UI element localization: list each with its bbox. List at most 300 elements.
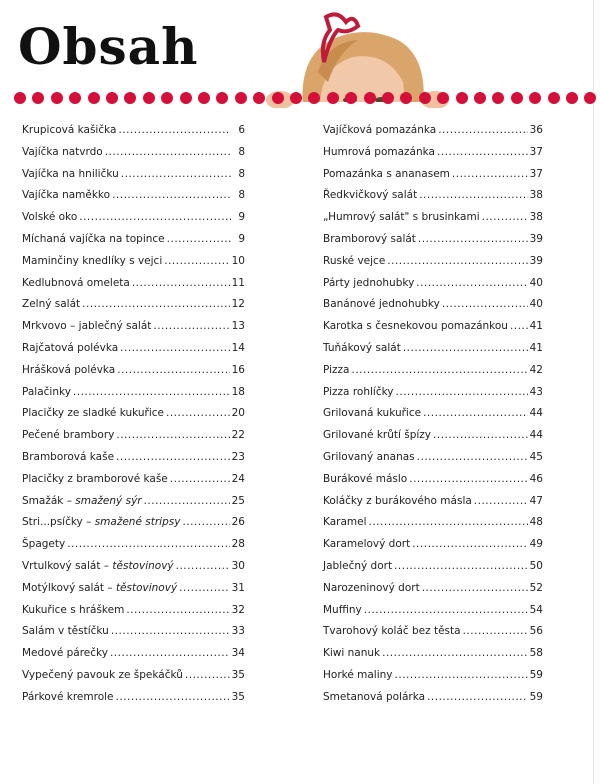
dot-leader	[73, 386, 230, 398]
toc-entry-title-text: Maminčiny knedlíky s vejci	[22, 254, 163, 267]
toc-entry-title	[323, 364, 349, 376]
toc-entry[interactable]	[22, 211, 245, 233]
toc-entry-page-number: 56	[529, 625, 543, 638]
dot-leader	[442, 298, 528, 310]
toc-entry-title	[323, 691, 425, 703]
dot-leader	[418, 233, 528, 245]
toc-entry-page-number: 48	[529, 516, 543, 529]
dot-leader	[394, 560, 528, 572]
dot-leader	[474, 495, 528, 507]
toc-entry[interactable]	[22, 647, 245, 669]
dot-leader	[433, 429, 528, 441]
dot-leader	[452, 168, 528, 180]
dot-leader	[403, 342, 528, 354]
dot-leader	[111, 625, 230, 637]
toc-entry[interactable]	[323, 473, 543, 495]
toc-entry-page-number: 39	[529, 232, 543, 245]
toc-entry[interactable]	[323, 691, 543, 713]
divider-dot	[492, 92, 504, 104]
toc-entry-title-text: Rajčatová polévka	[22, 341, 119, 354]
dot-leader	[110, 647, 230, 659]
toc-entry-title	[323, 495, 472, 507]
divider-dot	[345, 92, 357, 104]
toc-entry-page-number: 14	[231, 341, 245, 354]
toc-entry-title	[22, 451, 114, 463]
toc-entry-page-number: 16	[231, 363, 245, 376]
divider-dot	[180, 92, 192, 104]
toc-entry-page-number: 9	[238, 211, 245, 224]
toc-entry-subtitle: těstovinový	[115, 581, 178, 594]
toc-entry-title	[22, 560, 174, 572]
toc-entry-title-text: Volské oko	[22, 211, 78, 224]
toc-entry-page-number: 31	[231, 581, 245, 594]
dot-leader	[118, 124, 231, 136]
toc-entry-title-text: Smažák –	[22, 494, 76, 507]
page-title: Obsah	[18, 17, 199, 76]
toc-entry-page-number: 32	[231, 603, 245, 616]
toc-entry[interactable]	[323, 495, 543, 517]
toc-entry-page-number: 39	[529, 254, 543, 267]
toc-entry-title	[323, 560, 392, 572]
toc-entry-title-text: Kiwi nanuk	[323, 647, 381, 660]
toc-entry-title-text: Vajíčka naměkko	[22, 189, 111, 202]
divider-dot	[32, 92, 44, 104]
toc-entry[interactable]	[323, 211, 543, 233]
divider-dot	[14, 92, 26, 104]
dot-leader	[153, 320, 229, 332]
toc-entry-page-number: 58	[529, 647, 543, 660]
toc-entry[interactable]	[22, 320, 245, 342]
toc-entry-page-number: 35	[231, 690, 245, 703]
toc-entry-title	[323, 168, 450, 180]
toc-entry-title-text: Smetanová polárka	[323, 690, 426, 703]
dot-leader	[79, 211, 231, 223]
toc-entry[interactable]	[22, 168, 245, 190]
divider-dot	[216, 92, 228, 104]
toc-entry-page-number: 44	[529, 407, 543, 420]
toc-entry-title-text: Medové párečky	[22, 647, 108, 660]
toc-entry[interactable]	[22, 124, 245, 146]
toc-entry-title-text: Placičky z bramborové kaše	[22, 472, 168, 485]
dotted-divider	[14, 92, 598, 106]
toc-entry-page-number: 42	[529, 363, 543, 376]
toc-entry[interactable]	[22, 604, 245, 626]
toc-entry[interactable]	[323, 538, 543, 560]
toc-entry-title-text: Grilované krůtí špízy	[323, 429, 432, 442]
toc-entry-title	[22, 146, 103, 158]
toc-entry[interactable]	[323, 407, 543, 429]
toc-entry[interactable]	[323, 451, 543, 473]
toc-entry-title	[323, 473, 407, 485]
dot-leader	[144, 495, 230, 507]
dot-leader	[382, 647, 528, 659]
toc-entry-page-number: 12	[231, 298, 245, 311]
toc-entry[interactable]	[22, 560, 245, 582]
divider-dot	[437, 92, 449, 104]
divider-dot	[106, 92, 118, 104]
dot-leader	[419, 189, 527, 201]
toc-entry-title-text: Pečené brambory	[22, 429, 115, 442]
toc-entry-title	[22, 124, 116, 136]
toc-entry-page-number: 41	[529, 341, 543, 354]
dot-leader	[416, 277, 527, 289]
toc-entry-title-text: Párty jednohubky	[323, 276, 415, 289]
toc-entry-page-number: 24	[231, 472, 245, 485]
toc-entry-title-text: Burákové máslo	[323, 472, 408, 485]
toc-entry-title	[22, 429, 114, 441]
dot-leader	[396, 386, 528, 398]
toc-entry-title-text: Stri...psíčky –	[22, 516, 95, 529]
divider-dot	[308, 92, 320, 104]
toc-entry-title-text: Kukuřice s hráškem	[22, 603, 125, 616]
dot-leader	[387, 255, 527, 267]
toc-entry-page-number: 9	[238, 232, 245, 245]
toc-entry[interactable]	[323, 320, 543, 342]
dot-leader	[437, 146, 528, 158]
toc-entry[interactable]	[22, 625, 245, 647]
toc-entry-subtitle: těstovinový	[112, 559, 174, 572]
dot-leader	[423, 407, 528, 419]
toc-entry-page-number: 43	[529, 385, 543, 398]
toc-entry-title	[22, 495, 142, 507]
toc-entry-page-number: 34	[231, 647, 245, 660]
toc-entry-title	[323, 538, 410, 550]
toc-entry-title-text: Karotka s česnekovou pomazánkou	[323, 320, 508, 333]
toc-entry-title-text: Karamelový dort	[323, 538, 411, 551]
toc-entry-title	[323, 516, 367, 528]
toc-entry[interactable]	[22, 582, 245, 604]
toc-entry-title-text: Muffiny	[323, 603, 362, 616]
toc-entry-title	[323, 669, 393, 681]
divider-dot	[364, 92, 376, 104]
divider-dot	[124, 92, 136, 104]
toc-entry-page-number: 30	[231, 559, 245, 572]
dot-leader	[116, 691, 230, 703]
toc-entry[interactable]	[323, 255, 543, 277]
divider-dot	[548, 92, 560, 104]
toc-entry-title-text: Párkové kremrole	[22, 690, 114, 703]
toc-entry-page-number: 40	[529, 298, 543, 311]
toc-entry[interactable]	[323, 625, 543, 647]
toc-entry-title-text: Jablečný dort	[323, 559, 393, 572]
toc-entry-page-number: 8	[238, 145, 245, 158]
toc-entry-page-number: 44	[529, 429, 543, 442]
toc-entry-title-text: Krupicová kašička	[22, 124, 117, 136]
toc-entry[interactable]	[323, 146, 543, 168]
toc-entry[interactable]	[22, 342, 245, 364]
dot-leader	[167, 233, 231, 245]
dot-leader	[116, 429, 229, 441]
toc-entry-page-number: 8	[238, 167, 245, 180]
dot-leader	[510, 320, 528, 332]
dot-leader	[176, 560, 230, 572]
divider-dot	[419, 92, 431, 104]
toc-entry-page-number: 13	[231, 320, 245, 333]
toc-entry[interactable]	[22, 669, 245, 691]
toc-entry-page-number: 52	[529, 581, 543, 594]
toc-entry-title-text: Pomazánka s ananasem	[323, 167, 450, 180]
toc-entry-title	[22, 407, 164, 419]
toc-entry[interactable]	[22, 495, 245, 517]
dot-leader	[412, 538, 527, 550]
toc-entry-title	[22, 255, 162, 267]
dot-leader	[417, 451, 528, 463]
toc-entry-title-text: Grilovaný ananas	[323, 450, 415, 463]
toc-entry-title	[22, 473, 168, 485]
toc-entry-title	[323, 342, 401, 354]
dot-leader	[166, 407, 230, 419]
toc-entry-title	[22, 298, 80, 310]
divider-dot	[382, 92, 394, 104]
toc-entry-page-number: 47	[529, 494, 543, 507]
dot-leader	[438, 124, 527, 136]
toc-entry-title-text: Humrová pomazánka	[323, 145, 435, 158]
toc-entry-title	[22, 604, 124, 616]
toc-entry-page-number: 38	[529, 211, 543, 224]
divider-dot	[235, 92, 247, 104]
toc-entry[interactable]	[323, 298, 543, 320]
divider-dot	[327, 92, 339, 104]
toc-entry[interactable]	[323, 168, 543, 190]
toc-entry-title	[22, 538, 65, 550]
toc-entry-title	[323, 233, 416, 245]
toc-entry[interactable]	[22, 364, 245, 386]
toc-entry[interactable]	[22, 277, 245, 299]
toc-entry-title	[22, 582, 177, 594]
toc-entry-title-text: Placičky ze sladké kukuřice	[22, 407, 164, 420]
toc-entry-title	[323, 625, 461, 637]
toc-entry-title-text: Vajíčková pomazánka	[323, 124, 437, 136]
toc-entry-title	[22, 691, 114, 703]
toc-entry-page-number: 59	[529, 690, 543, 703]
toc-entry-title	[22, 386, 71, 398]
toc-entry-title	[323, 429, 431, 441]
toc-entry-page-number: 25	[231, 494, 245, 507]
toc-entry-title-text: Mrkvovo – jablečný salát	[22, 320, 152, 333]
toc-entry-title	[22, 320, 151, 332]
toc-entry[interactable]	[22, 473, 245, 495]
dot-leader	[117, 364, 229, 376]
dot-leader	[185, 669, 230, 681]
divider-dot	[161, 92, 173, 104]
toc-entry[interactable]	[22, 407, 245, 429]
toc-entry-page-number: 6	[238, 124, 245, 136]
toc-entry[interactable]	[22, 233, 245, 255]
dot-leader	[351, 364, 527, 376]
toc-entry[interactable]	[323, 516, 543, 538]
dot-leader	[364, 604, 528, 616]
dot-leader	[164, 255, 229, 267]
toc-entry-title-text: Palačinky	[22, 385, 71, 398]
toc-entry[interactable]	[22, 451, 245, 473]
toc-entry[interactable]	[323, 669, 543, 691]
toc-entry-title-text: Bramborový salát	[323, 232, 416, 245]
toc-entry[interactable]	[323, 233, 543, 255]
toc-entry-title	[323, 604, 362, 616]
toc-entry[interactable]	[323, 364, 543, 386]
toc-entry-title-text: Tvarohový koláč bez těsta	[323, 625, 461, 638]
toc-column-left	[22, 124, 245, 713]
toc-entry-page-number: 40	[529, 276, 543, 289]
toc-entry[interactable]	[22, 189, 245, 211]
dot-leader	[427, 691, 528, 703]
toc-entry-title	[22, 189, 110, 201]
toc-entry-title-text: Grilovaná kukuřice	[323, 407, 422, 420]
toc-entry-title-text: Ředkvičkový salát	[323, 189, 418, 202]
dot-leader	[112, 189, 231, 201]
toc-entry-title-text: Ruské vejce	[323, 254, 386, 267]
toc-entry[interactable]	[323, 386, 543, 408]
toc-entry-page-number: 18	[231, 385, 245, 398]
toc-entry-title	[22, 342, 118, 354]
toc-entry-title-text: Vrtulkový salát –	[22, 559, 113, 572]
dot-leader	[121, 168, 231, 180]
toc-entry-title-text: Míchaná vajíčka na topince	[22, 232, 165, 245]
toc-entry-title	[323, 277, 414, 289]
toc-entry-title	[22, 647, 108, 659]
toc-entry-page-number: 38	[529, 189, 543, 202]
toc-entry[interactable]	[22, 691, 245, 713]
toc-column-right	[323, 124, 543, 713]
toc-entry-page-number: 46	[529, 472, 543, 485]
divider-dot	[400, 92, 412, 104]
toc-entry-page-number: 26	[231, 516, 245, 529]
toc-entry-title	[323, 386, 394, 398]
dot-leader	[120, 342, 229, 354]
dot-leader	[395, 669, 528, 681]
toc-entry-title-text: Tuňákový salát	[323, 341, 401, 354]
dot-leader	[170, 473, 230, 485]
toc-entry-title	[323, 146, 435, 158]
dot-leader	[369, 516, 528, 528]
toc-entry-title-text: Horké maliny	[323, 668, 393, 681]
toc-entry[interactable]	[323, 124, 543, 146]
toc-entry-subtitle: smažené stripsy	[94, 516, 181, 529]
toc-entry[interactable]	[323, 560, 543, 582]
toc-entry-title	[22, 211, 77, 223]
toc-entry-title	[323, 211, 480, 223]
toc-entry[interactable]	[22, 298, 245, 320]
toc-entry-title-text: Koláčky z burákového másla	[323, 494, 472, 507]
dot-leader	[82, 298, 229, 310]
divider-dot	[456, 92, 468, 104]
toc-entry-title-text: Bramborová kaše	[22, 450, 115, 463]
toc-entry[interactable]	[323, 189, 543, 211]
toc-entry-page-number: 41	[529, 320, 543, 333]
toc-entry-title-text: Vajíčka natvrdo	[22, 145, 103, 158]
divider-dot	[51, 92, 63, 104]
dot-leader	[463, 625, 528, 637]
toc-entry-title	[22, 364, 115, 376]
toc-entry-page-number: 49	[529, 538, 543, 551]
divider-dot	[69, 92, 81, 104]
toc-entry-title-text: Motýlkový salát –	[22, 581, 116, 594]
page-edge	[593, 0, 594, 784]
toc-entry-subtitle: smažený sýr	[75, 494, 142, 507]
toc-entry-title	[22, 233, 165, 245]
toc-entry-title	[22, 669, 183, 681]
toc-entry-title	[323, 647, 380, 659]
toc-entry-page-number: 22	[231, 429, 245, 442]
toc-entry-page-number: 28	[231, 538, 245, 551]
toc-entry-title-text: „Humrový salát" s brusinkami	[323, 211, 480, 224]
dot-leader	[105, 146, 231, 158]
dot-leader	[182, 516, 229, 528]
toc-entry-page-number: 50	[529, 559, 543, 572]
toc-entry[interactable]	[22, 386, 245, 408]
toc-entry-title-text: Karamel	[323, 516, 367, 529]
toc-entry-page-number: 20	[231, 407, 245, 420]
toc-entry[interactable]	[22, 255, 245, 277]
dot-leader	[179, 582, 229, 594]
dot-leader	[422, 582, 528, 594]
toc-entry-title	[22, 168, 119, 180]
toc-entry[interactable]	[22, 429, 245, 451]
toc-entry-title	[323, 255, 385, 267]
dot-leader	[67, 538, 229, 550]
toc-entry-page-number: 10	[231, 254, 245, 267]
divider-dot	[88, 92, 100, 104]
toc-entry-title	[323, 320, 508, 332]
divider-dot	[566, 92, 578, 104]
toc-entry-page-number: 37	[529, 145, 543, 158]
toc-entry-title	[323, 189, 417, 201]
toc-entry-title	[22, 625, 109, 637]
divider-dot	[253, 92, 265, 104]
toc-entry-page-number: 36	[529, 124, 543, 136]
dot-leader	[132, 277, 230, 289]
toc-entry-page-number: 11	[231, 276, 245, 289]
toc-entry-page-number: 33	[231, 625, 245, 638]
dot-leader	[126, 604, 229, 616]
dot-leader	[482, 211, 528, 223]
toc-entry[interactable]	[323, 647, 543, 669]
toc-entry-title	[323, 582, 420, 594]
toc-entry[interactable]	[22, 538, 245, 560]
toc-entry-title-text: Zelný salát	[22, 298, 81, 311]
divider-dot	[290, 92, 302, 104]
toc-entry-title-text: Banánové jednohubky	[323, 298, 440, 311]
toc-entry[interactable]	[22, 516, 245, 538]
toc-entry-page-number: 37	[529, 167, 543, 180]
toc-entry-title-text: Špagety	[22, 538, 66, 551]
dot-leader	[409, 473, 527, 485]
toc-entry-page-number: 35	[231, 668, 245, 681]
toc-entry[interactable]	[323, 277, 543, 299]
divider-dot	[143, 92, 155, 104]
toc-entry-title	[323, 298, 440, 310]
toc-entry-title-text: Kedlubnová omeleta	[22, 276, 130, 289]
toc-entry-title	[323, 451, 415, 463]
toc-entry-page-number: 23	[231, 450, 245, 463]
divider-dot	[272, 92, 284, 104]
toc-entry[interactable]	[22, 146, 245, 168]
toc-entry-title-text: Narozeninový dort	[323, 581, 420, 594]
toc-entry[interactable]	[323, 429, 543, 451]
toc-entry[interactable]	[323, 604, 543, 626]
toc-entry-title-text: Vajíčka na hniličku	[22, 167, 119, 180]
divider-dot	[584, 92, 596, 104]
toc-entry-title-text: Salám v těstíčku	[22, 625, 109, 638]
divider-dot	[474, 92, 486, 104]
toc-entry[interactable]	[323, 342, 543, 364]
toc-entry-title	[323, 407, 421, 419]
toc-entry[interactable]	[323, 582, 543, 604]
toc-entry-title	[22, 277, 130, 289]
toc-entry-page-number: 54	[529, 603, 543, 616]
toc-entry-title	[22, 516, 180, 528]
toc-entry-page-number: 8	[238, 189, 245, 202]
